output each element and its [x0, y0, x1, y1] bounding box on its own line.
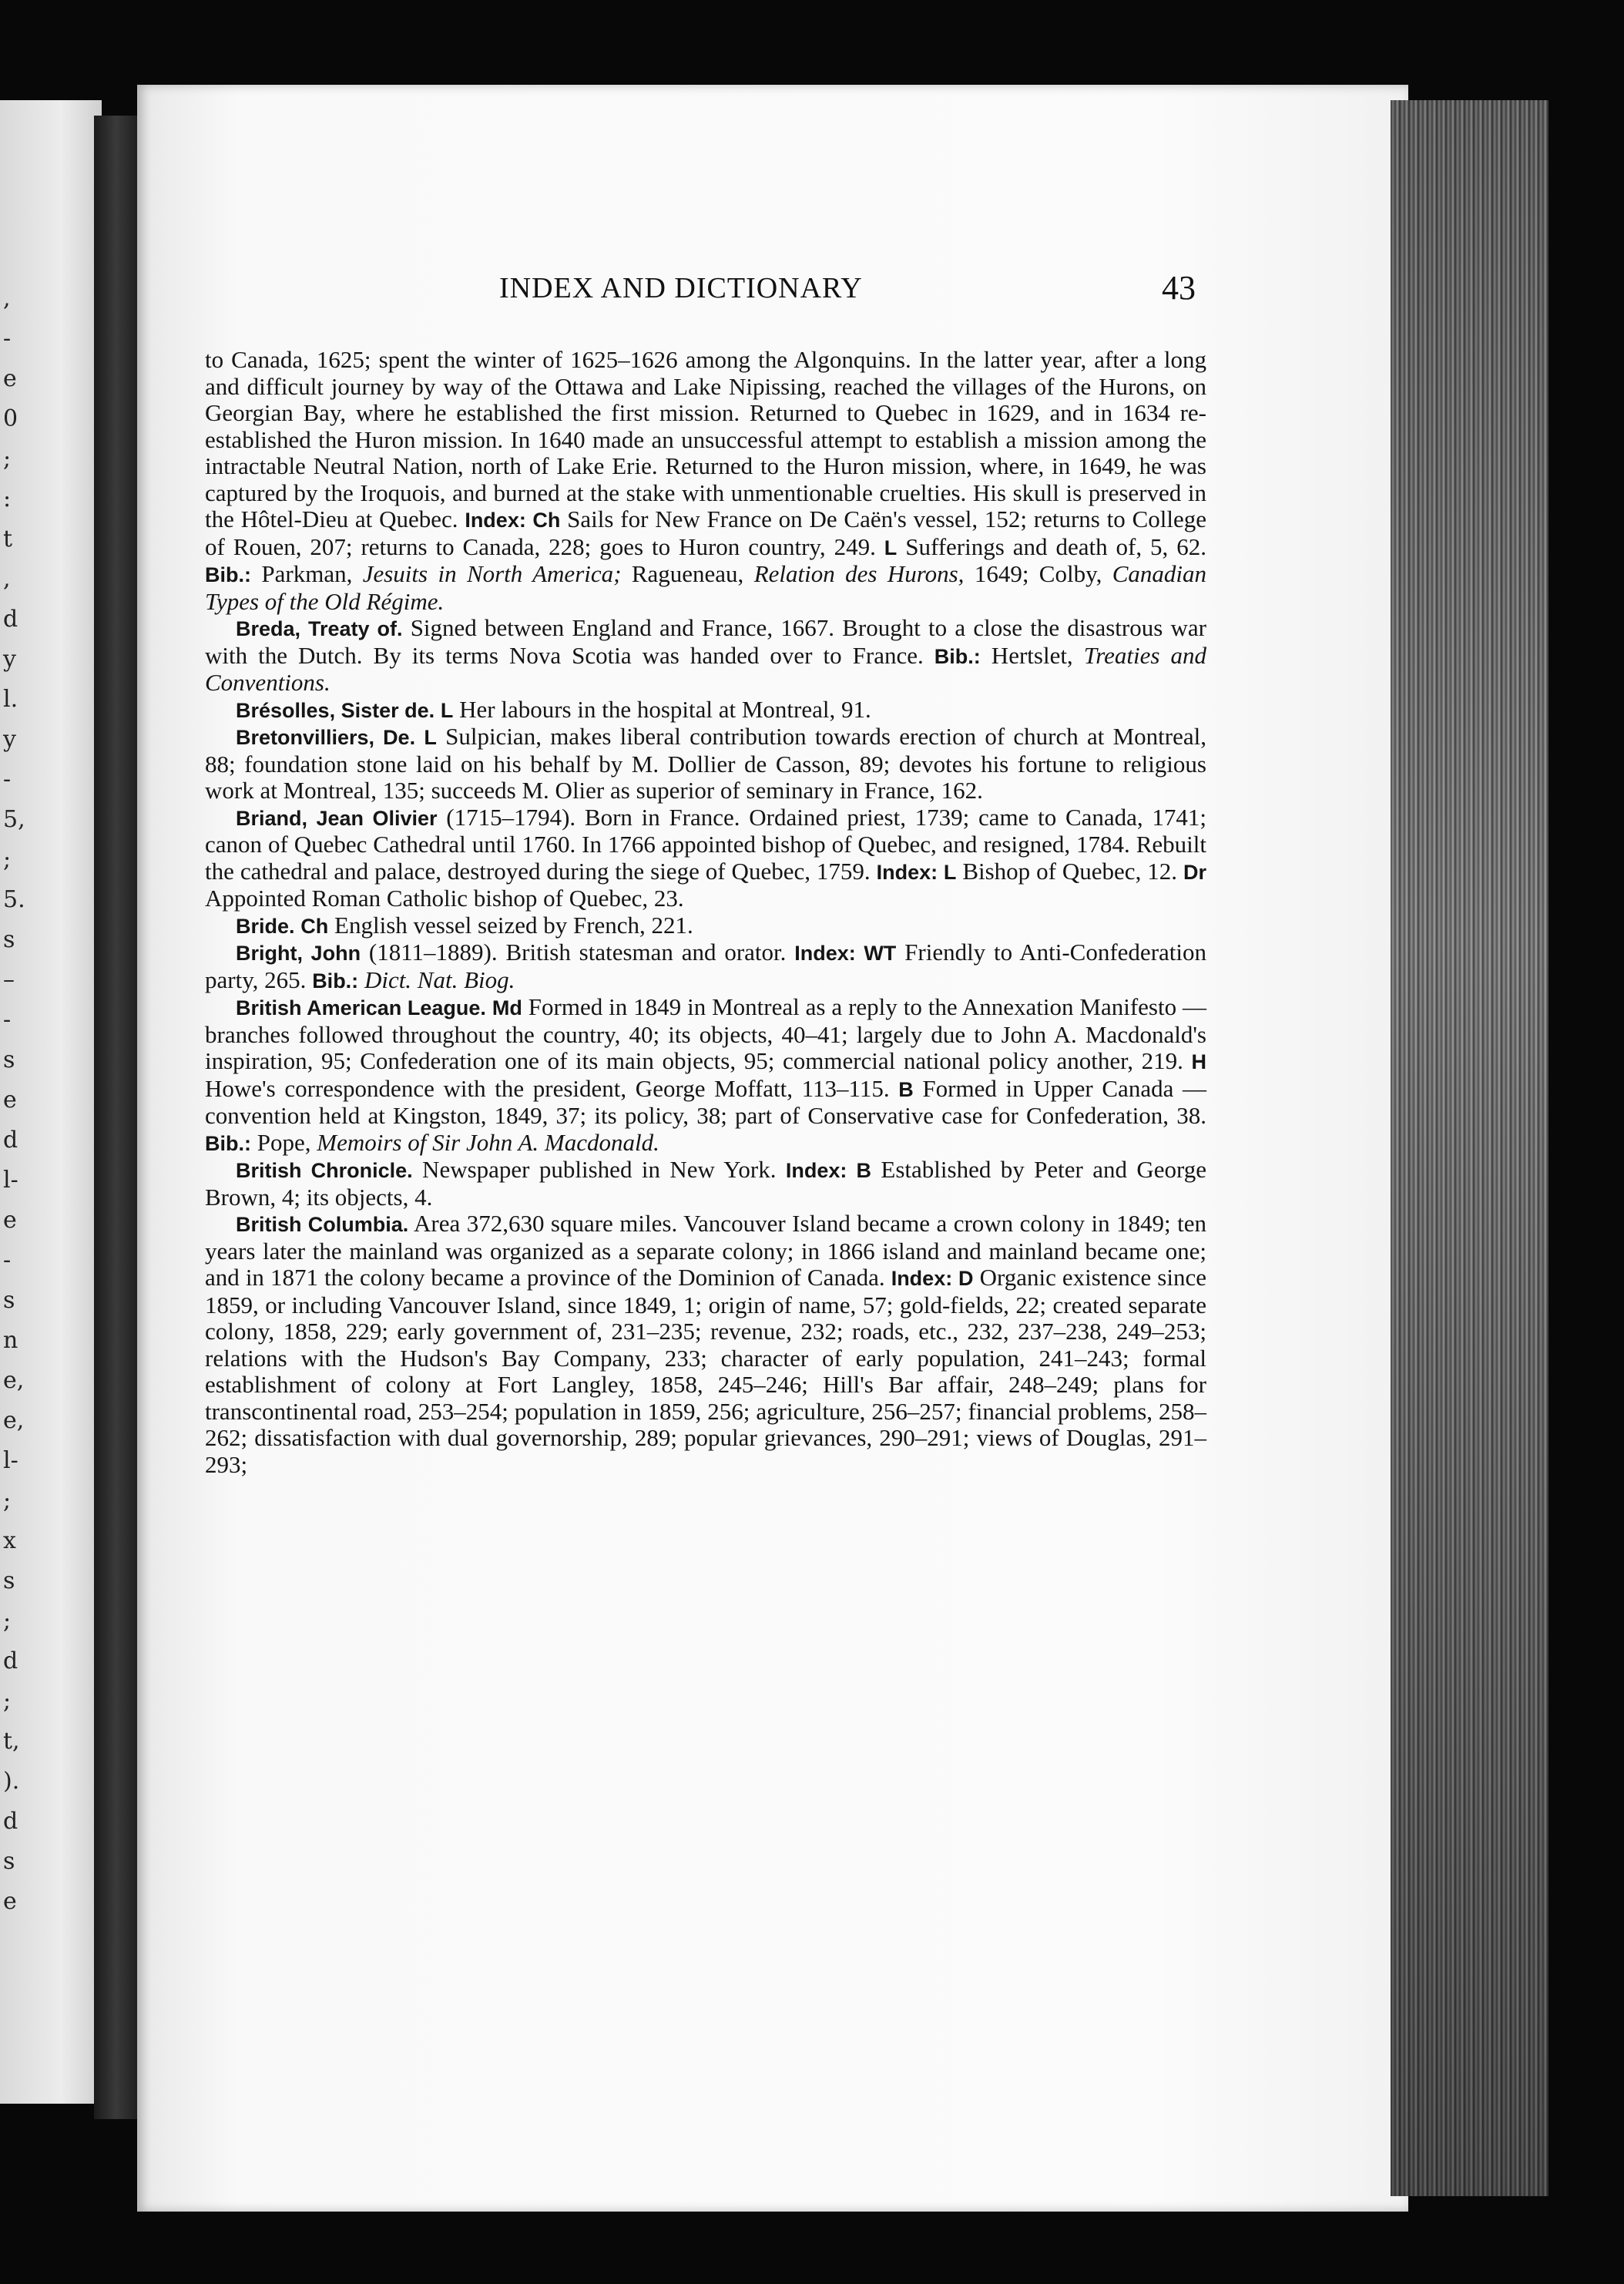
entry-text: Sulpician, makes liberal contribution towards erection of church at Montreal, 88; foundation stone laid on his behalf by M. Dollier de Casson, 89; devotes his fortune to religious work at Montreal, 135; succeeds M. Olier as superior of seminary in France, 162. — [205, 723, 1206, 804]
entry-text: Formed in 1849 in Montreal as a reply to the Annexation Manifesto — branches followed throughout the country, 40; its objects, 40–41; largely due to John A. Macdonald's inspiration, 95; Confederation one of its main objects, 95; commercial national policy another, 219. — [205, 993, 1206, 1074]
previous-page-fragment: - — [3, 1247, 12, 1274]
entry-text: Signed between England and France, 1667. Brought to a close the disastrous war with the Dutch. By its terms Nova Scotia was handed over to France. — [205, 614, 1206, 669]
entry-text: Newspaper published in New York. — [412, 1156, 786, 1183]
previous-page-fragment: y — [3, 646, 16, 673]
entry-headword: Bright, John — [236, 942, 361, 965]
source-abbreviation: H — [1191, 1050, 1206, 1073]
entry-headword: British Chronicle. — [236, 1159, 413, 1182]
previous-page-fragment: d — [3, 1808, 18, 1835]
source-abbreviation: Bib.: — [205, 1131, 251, 1155]
previous-page-fragment: n — [3, 1327, 18, 1354]
entry-text — [358, 966, 364, 993]
entry-text: Sufferings and death of, 5, 62. — [897, 532, 1206, 560]
entry-text — [415, 723, 424, 750]
previous-page-fragment: y — [3, 726, 16, 753]
source-abbreviation: Index: B — [785, 1159, 872, 1182]
entry-text: (1811–1889). British statesman and orator. — [361, 939, 795, 966]
previous-page-fragment: - — [3, 1006, 12, 1033]
previous-page-fragment: , — [3, 285, 11, 312]
source-abbreviation: Ch — [300, 914, 329, 938]
entry-text: (1715–1794). Born in France. Ordained priest, 1739; came to Canada, 1741; canon of Quebec Cathedral until 1760. In 1766 appointed bishop of Quebec, and resigned, 1784. Rebuilt the cathedral and palace, destroyed during the siege of Quebec, 1759. — [205, 803, 1206, 885]
italic-title: Canadian Types of the Old Régime. — [205, 560, 1207, 615]
source-abbreviation: Bib.: — [205, 563, 251, 586]
entry-text: Ragueneau, — [621, 560, 754, 587]
entry-text: Hertslet, — [980, 641, 1084, 669]
previous-page-fragment: 0 — [3, 405, 18, 432]
source-abbreviation: Index: D — [891, 1267, 974, 1290]
previous-page-fragment: ; — [3, 1607, 12, 1634]
index-entry-bretonvilliers — [205, 724, 1206, 804]
index-entry-british-columbia — [205, 1211, 1206, 1478]
previous-page-fragment: ; — [3, 1688, 12, 1715]
source-abbreviation: Index: Ch — [465, 509, 561, 532]
previous-page-fragment: - — [3, 766, 12, 793]
previous-page-fragment: 5, — [3, 806, 25, 833]
italic-title: Dict. Nat. Biog. — [364, 966, 515, 993]
entry-text: Established by Peter and George Brown, 4; its objects, 4. — [205, 1156, 1207, 1211]
index-entries — [205, 347, 1206, 1478]
entry-text: Her labours in the hospital at Montreal, 91. — [453, 695, 871, 723]
entry-headword: British American League. — [236, 996, 486, 1019]
entry-text: Appointed Roman Catholic bishop of Quebec, 23. — [205, 885, 684, 912]
previous-page-fragment: t — [3, 526, 13, 553]
previous-page-fragment: l- — [3, 1167, 18, 1194]
entry-headword: Bride. — [236, 914, 295, 938]
previous-page-fragment: e, — [3, 1407, 25, 1434]
previous-page-fragment: e, — [3, 1367, 25, 1394]
index-entry-british-chronicle — [205, 1157, 1206, 1211]
page-number: 43 — [1162, 269, 1196, 307]
previous-page-fragment: ; — [3, 445, 12, 472]
entry-text — [486, 993, 492, 1020]
source-abbreviation: L — [440, 698, 454, 722]
entry-text: to Canada, 1625; spent the winter of 1625–1626 among the Algonquins. In the latter year, after a long and difficult journey by way of the Ottawa and Lake Nipissing, reached the villages of the Hurons, on Georgian Bay, where he established the first mission. Returned to Quebec in 1629, and in 1634 re-established the Huron mission. In 1640 made an unsuccessful attempt to establish a mission among the intractable Neutral Nation, north of Lake Erie. Returned to the Huron mission, where, in 1649, he was captured by the Iroquois, and burned at the stake with unmentionable cruelties. His skull is preserved in the Hôtel-Dieu at Quebec. — [205, 346, 1206, 532]
entry-text: Area 372,630 square miles. Vancouver Island became a crown colony in 1849; ten years later the mainland was organized as a separate colony; in 1866 island and mainland became one; and in 1871 the colony became a province of the Dominion of Canada. — [205, 1210, 1206, 1291]
italic-title: Treaties and Conventions. — [205, 641, 1206, 696]
index-entry-briand — [205, 804, 1206, 912]
previous-page-fragment: s — [3, 1567, 15, 1594]
previous-page-fragment: s — [3, 1848, 15, 1875]
source-abbreviation: B — [898, 1077, 914, 1101]
entry-headword: British Columbia. — [236, 1213, 409, 1236]
previous-page-fragment: e — [3, 1888, 17, 1915]
entry-text: Formed in Upper Canada — convention held at Kingston, 1849, 37; its policy, 38; part of Conservative case for Confederation, 38. — [205, 1074, 1206, 1129]
previous-page-fragment: : — [3, 485, 12, 512]
index-entry-bright — [205, 939, 1206, 994]
index-entry-bresolles — [205, 697, 1206, 724]
previous-page-fragment: d — [3, 606, 18, 633]
previous-page — [0, 100, 102, 2104]
previous-page-fragment: x — [3, 1527, 16, 1554]
source-abbreviation: L — [884, 536, 898, 559]
previous-page-fragment: d — [3, 1127, 18, 1154]
source-abbreviation: Md — [492, 996, 522, 1019]
source-abbreviation: Bib.: — [934, 644, 981, 668]
previous-page-fragment: 5. — [3, 886, 25, 913]
source-abbreviation: Dr — [1183, 860, 1206, 884]
entry-headword: Breda, Treaty of. — [236, 617, 403, 640]
previous-page-fragment: ; — [3, 846, 12, 873]
index-entry-bride — [205, 912, 1206, 940]
entry-text: Parkman, — [251, 560, 363, 587]
page-edges-shade — [1391, 100, 1549, 2196]
entry-text: Sails for New France on De Caën's vessel, 152; returns to College of Rouen, 207; returns to Canada, 228; goes to Huron country, 249. — [205, 506, 1206, 560]
source-abbreviation: Bib.: — [312, 969, 359, 993]
previous-page-fragment: s — [3, 1046, 15, 1073]
source-abbreviation: Index: WT — [794, 942, 897, 965]
source-abbreviation: Index: L — [876, 860, 957, 884]
previous-page-fragment: ). — [3, 1768, 20, 1795]
entry-headword: Bretonvilliers, De. — [236, 726, 416, 749]
entry-text: Pope, — [251, 1128, 317, 1156]
previous-page-fragment: e — [3, 365, 17, 392]
source-abbreviation: L — [424, 726, 437, 749]
entry-text: 1649; Colby, — [964, 560, 1112, 587]
previous-page-fragment: , — [3, 566, 11, 593]
index-entry-continuation — [205, 347, 1206, 615]
previous-page-fragment: - — [3, 325, 12, 352]
entry-text — [435, 696, 441, 723]
italic-title: Relation des Hurons, — [753, 560, 965, 587]
entry-text: Howe's correspondence with the president, George Moffatt, 113–115. — [205, 1074, 899, 1102]
entry-text: Bishop of Quebec, 12. — [956, 857, 1183, 885]
entry-headword: Briand, Jean Olivier — [236, 806, 438, 830]
entry-headword: Brésolles, Sister de. — [236, 698, 435, 722]
italic-title: Memoirs of Sir John A. Macdonald. — [317, 1128, 659, 1156]
index-entry-breda — [205, 615, 1206, 697]
previous-page-text-fragments — [3, 100, 34, 2104]
previous-page-fragment: l. — [3, 686, 18, 713]
previous-page-fragment: – — [3, 966, 15, 993]
previous-page-fragment: d — [3, 1648, 18, 1674]
index-entry-british-american-league — [205, 994, 1206, 1157]
previous-page-fragment: l- — [3, 1447, 18, 1474]
running-header — [206, 271, 1208, 317]
previous-page-fragment: s — [3, 926, 15, 953]
italic-title: Jesuits in North America; — [362, 560, 622, 587]
previous-page-fragment: t, — [3, 1728, 20, 1755]
entry-text: Organic existence since 1859, or including Vancouver Island, since 1849, 1; origin of name, 57; gold-fields, 22; created separate colony, 1858, 229; early government of, 231–235; revenue, 232; roads, etc., 232, 237–238, 249–253; relations with the Hudson's Bay Company, 233; character of early population, 241–243; formal establishment of colony at Fort Langley, 1858, 245–246; Hill's Bar affair, 248–249; plans for transcontinental road, 253–254; population in 1859, 256; agriculture, 256–257; financial problems, 258–262; dissatisfaction with dual governorship, 289; popular grievances, 290–291; views of Douglas, 291–293; — [205, 1264, 1206, 1478]
previous-page-fragment: e — [3, 1087, 17, 1113]
running-title: INDEX AND DICTIONARY — [499, 272, 863, 304]
entry-text: Friendly to Anti-Confederation party, 265. — [205, 939, 1207, 993]
previous-page-fragment: ; — [3, 1487, 12, 1514]
entry-text: English vessel seized by French, 221. — [328, 911, 693, 939]
previous-page-fragment: e — [3, 1207, 17, 1234]
previous-page-fragment: s — [3, 1287, 15, 1314]
